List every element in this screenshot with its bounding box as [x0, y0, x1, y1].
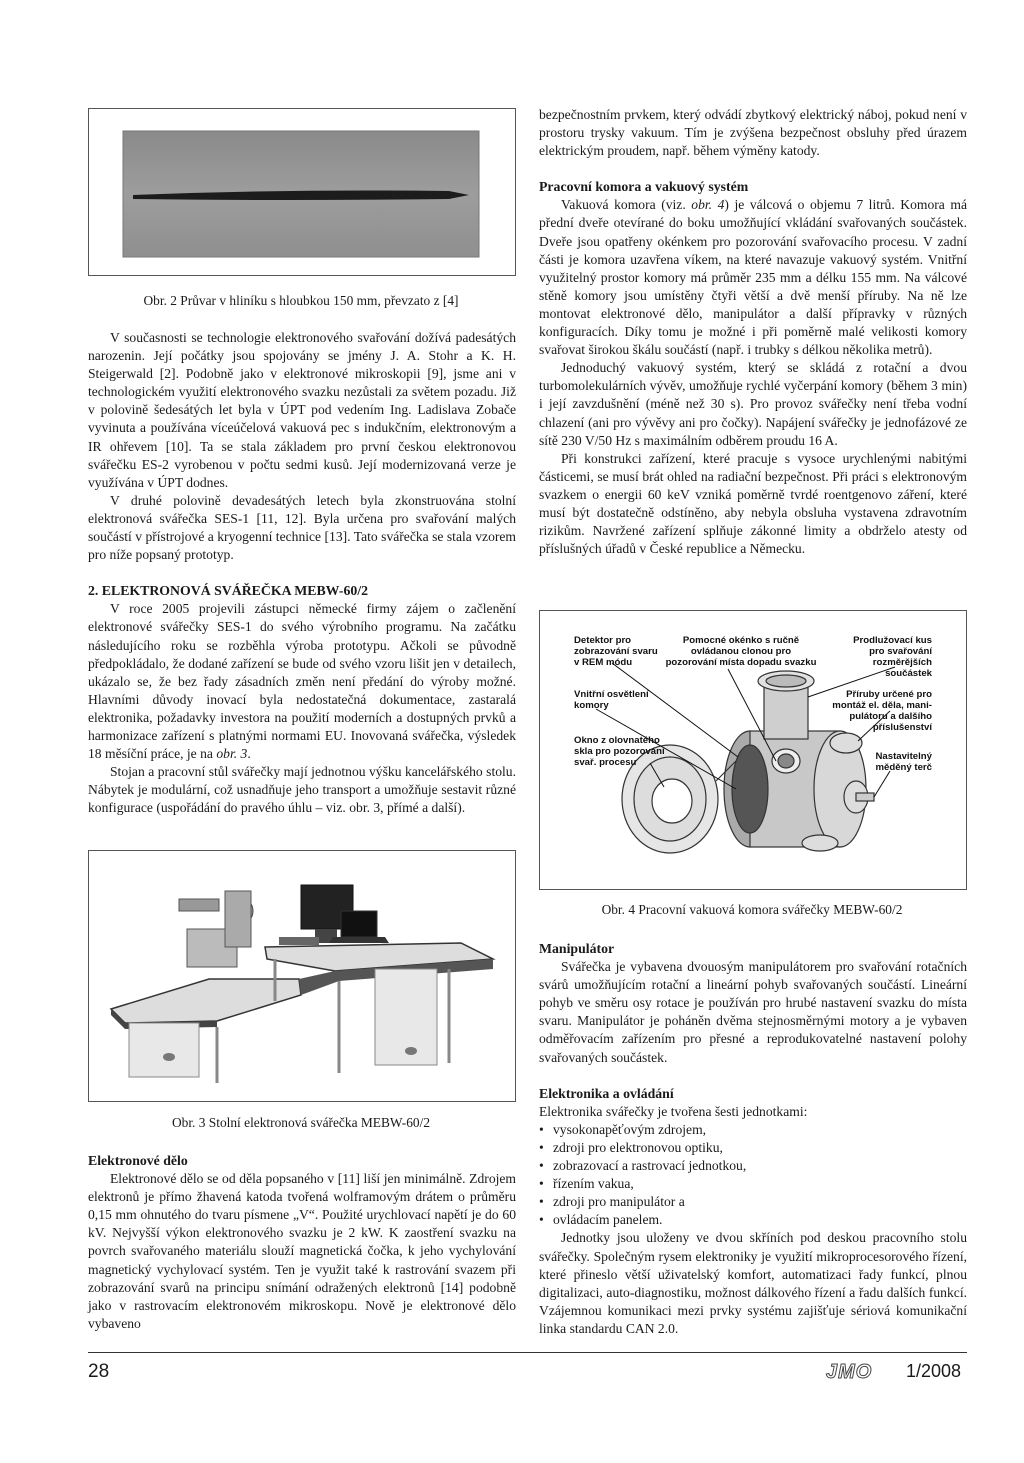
svg-text:montáž el. děla, mani-: montáž el. děla, mani-	[832, 700, 932, 711]
right-column-bottom	[539, 940, 967, 1338]
svg-text:v REM módu: v REM módu	[574, 657, 633, 668]
svg-text:rozměrějších: rozměrějších	[872, 657, 932, 668]
figure-2-weld-photo	[88, 108, 516, 276]
subsection-heading: Pracovní komora a vakuový systém	[539, 179, 749, 195]
label-auxiliary-window	[666, 635, 817, 668]
svg-text:Prodlužovací kus: Prodlužovací kus	[853, 635, 932, 646]
figure-3-caption: Obr. 3 Stolní elektronová svářečka MEBW-60/2	[171, 1115, 431, 1130]
paragraph: V druhé polovině devadesátých letech byla zkonstruována stolní elektronová svářečka SES-1 [11, 12]. Byla určena pro svařování malých součástí v přístrojové a kryogenní technice [13]. Tato svářečka se stala vzorem pro níže popsaný prototyp.	[88, 492, 516, 563]
paragraph: Elektronové dělo se od děla popsaného v [11] liší jen minimálně. Zdrojem elektronů je přímo žhavená katoda tvořená wolframovým drátem o průměru 0,15 mm ohnutého do tvaru písmene „V“. Použité urychlovací napětí je do 60 kV. Nejvyšší výkon elektronového svazku je 2 kW. K zaostření svazku na povrch svařovaného materiálu slouží magnetická čočka, k jeho vychylování magnetický vychylovací systém. Ten je využit také k rastrování svazem při zobrazování svarů na principu snímání odražených elektronů [14] podobně jako v rastrovacím elektronovém mikroskopu. Nově je elektronové dělo vybaveno	[88, 1171, 516, 1331]
paragraph: bezpečnostním prvkem, který odvádí zbytkový elektrický náboj, pokud není v prostoru trysky vakuum. Tím je zvýšena bezpečnost obsluhy před úrazem elektrickým proudem, např. během výměny katody.	[539, 107, 967, 159]
svg-text:Detektor pro: Detektor pro	[574, 635, 632, 646]
issue-number: 1/2008	[906, 1361, 962, 1381]
paragraph: Jednoduchý vakuový systém, který se skládá z rotační a dvou turbomolekulárních vývěv, umožňuje rychlé vyčerpání komory (během 3 min) i její zavzdušnění (méně než 30 s). Pro provoz svářečky není třeba vodní chlazení (ani pro vývěvy ani pro čočky). Napájení svářečky je jednofázové ze sítě 230 V/50 Hz s maximálním odběrem proudu 16 A.	[539, 360, 967, 448]
list-item: • zdroji pro manipulátor a	[539, 1193, 967, 1211]
label-flanges	[832, 689, 932, 733]
right-column-top	[539, 106, 967, 558]
label-detector	[574, 635, 658, 668]
svg-text:pulátoru a dalšího: pulátoru a dalšího	[849, 711, 932, 722]
vacuum-chamber-image	[540, 611, 966, 889]
svg-text:Vnitřní osvětlení: Vnitřní osvětlení	[574, 689, 649, 700]
subsection-heading: Elektronika a ovládání	[539, 1085, 674, 1101]
svg-text:Nastavitelný: Nastavitelný	[875, 751, 932, 762]
list-item: • zdroji pro elektronovou optiku,	[539, 1139, 967, 1157]
left-column-bottom	[88, 1152, 516, 1333]
list-item: • ovládacím panelem.	[539, 1211, 967, 1229]
paragraph: Stojan a pracovní stůl svářečky mají jednotnou výšku kancelářského stolu. Nábytek je modulární, což usnadňuje jeho transport a umožňuje sestavit různé konfigurace (uspořádání do pravého úhlu – viz. obr. 3, přímé a další).	[88, 764, 516, 816]
figure-4-caption: Obr. 4 Pracovní vakuová komora svářečky MEBW-60/2	[601, 902, 903, 917]
section-heading: 2. ELEKTRONOVÁ SVÁŘEČKA MEBW-60/2	[88, 583, 369, 599]
paragraph: Elektronika svářečky je tvořena šesti jednotkami:	[539, 1103, 808, 1119]
page-number: 28	[88, 1361, 110, 1382]
list-item: • zobrazovací a rastrovací jednotkou,	[539, 1157, 967, 1175]
svg-text:Pomocné okénko s ručně: Pomocné okénko s ručně	[682, 635, 800, 646]
svg-text:součástek: součástek	[885, 668, 932, 679]
list-item: • řízením vakua,	[539, 1175, 967, 1193]
subsection-heading: Elektronové dělo	[88, 1153, 188, 1168]
svg-text:zobrazování svaru: zobrazování svaru	[574, 646, 658, 657]
svg-text:měděný terč: měděný terč	[875, 762, 932, 773]
svg-text:svař. procesu: svař. procesu	[574, 757, 637, 768]
footer-rule	[88, 1352, 967, 1353]
svg-text:pozorování místa dopadu svazku: pozorování místa dopadu svazku	[665, 657, 817, 668]
figure-2-caption: Obr. 2 Průvar v hliníku s hloubkou 150 mm, převzato z [4]	[143, 293, 459, 308]
figure-3-machine-photo	[88, 850, 516, 1102]
svg-text:Příruby určené pro: Příruby určené pro	[846, 689, 932, 700]
paragraph: Jednotky jsou uloženy ve dvou skříních pod deskou pracovního stolu svářečky. Společným rysem elektroniky je využití mikroprocesorového řízení, které přineslo větší uživatelský komfort, automatizaci řady funkcí, plnou digitalizaci, auto-diagnostiku, možnost dálkového řízení a řadu dalších funkcí. Vzájemnou komunikaci mezi prvky systému zajišťuje sériová komunikační linka standardu CAN 2.0.	[539, 1230, 967, 1336]
svg-text:skla pro pozorování: skla pro pozorování	[574, 746, 665, 757]
weld-cross-section-image	[89, 109, 515, 275]
svg-text:pro svařování: pro svařování	[869, 646, 932, 657]
left-column-top	[88, 329, 516, 817]
subsection-heading: Manipulátor	[539, 941, 615, 956]
svg-text:příslušenství: příslušenství	[872, 722, 932, 733]
list-item: • vysokonapěťovým zdrojem,	[539, 1121, 967, 1139]
label-copper-target	[875, 751, 932, 773]
electronics-units-list	[539, 1121, 967, 1230]
paragraph: Vakuová komora (viz. obr. 4) je válcová o objemu 7 litrů. Komora má přední dveře otevírané do boku umožňující vkládání svařovaných součástek. Dveře jsou opatřeny okénkem pro pozorování svařovacího procesu. V zadní části je komora uzavřena víkem, na které navazuje vakuový systém. Vnitřní využitelný prostor komory má průměr 235 mm a délku 155 mm. Na válcové stěně komory jsou umístěny čtyři větší a dvě menší příruby. Na ně lze montovat elektronové dělo, manipulátor a další přípravky v různých konfiguracích. Díky tomu je možné i při poměrně malé velikosti komory svařovat širokou škálu součástí (např. i trubky s délkou několika metrů).	[539, 197, 967, 358]
svg-text:Okno z olovnatého: Okno z olovnatého	[574, 735, 660, 746]
welding-machine-image	[89, 851, 515, 1101]
paragraph: V současnosti se technologie elektronového svařování dožívá padesátých narozenin. Její počátky jsou spojovány se jmény J. A. Stohr a K. H. Steigerwald [2]. Podobně jako v elektronové mikroskopii [9], jsme ani v technologickém využití elektronového svazku nezůstali za světem pozadu. Již v polovině šedesátých let byla v ÚPT pod vedením Ing. Ladislava Zobače vyvinuta a používána víceúčelová vakuová pec s indukčním, elektronovým a IR ohřevem [10]. Ta se stala základem pro první českou elektronovou svářečku ES-2 vyrobenou v počtu sedmi kusů. Její modernizovaná verze je využívána v ÚPT dodnes.	[88, 330, 516, 490]
svg-text:ovládanou clonou pro: ovládanou clonou pro	[690, 646, 792, 657]
svg-text:komory: komory	[574, 700, 609, 711]
journal-logo: JMO	[826, 1361, 873, 1383]
paragraph: Při konstrukci zařízení, které pracuje s vysoce urychlenými nabitými částicemi, se musí brát ohled na radiační bezpečnost. Při práci s elektronovým svazkem o energii 60 keV vzniká poměrně tvrdé roentgenovo záření, které musí být dostatečně odstíněno, aby nebyla obsluha vystavena zdravotním rizikům. Navržené zařízení splňuje zákonné limity a obdrželo atesty od příslušných úřadů v České republice a Německu.	[539, 450, 967, 557]
label-extension-piece	[853, 635, 933, 679]
paragraph: V roce 2005 projevili zástupci německé firmy zájem o začlenění elektronové svářečky SES-1 do svého výrobního programu. Na začátku následujícího roku se rozběhla výroba prototypu. Ačkoli se původně předpokládalo, že dodané zařízení se bude od svého vzoru lišit jen v detailech, ukázalo se, že bez řady zásadních změn není předání do výroby možné. Hlavními důvody inovací byla nedostatečná dokumentace, zastaralá elektronika, požadavky investora na použití moderních a dostupných prvků a harmonizace zařízení s platnými normami EU. Inovovaná svářečka, výsledek 18 měsíční práce, je na obr. 3.	[88, 601, 516, 762]
label-internal-lighting	[574, 689, 649, 711]
paragraph: Svářečka je vybavena dvouosým manipulátorem pro svařování rotačních svárů umožňujícím rotační a lineární pohyb svařovaných součástí. Lineární pohyb ve směru osy rotace je používán pro hrubé nastavení svazku do místa svaru. Manipulátor je poháněn dvěma stejnosměrnými motory a je vybaven odměřovacím zařízením pro přesné a reprodukovatelné nastavení polohy svařovaných součástek.	[539, 959, 967, 1065]
figure-4-chamber-diagram	[539, 610, 967, 890]
